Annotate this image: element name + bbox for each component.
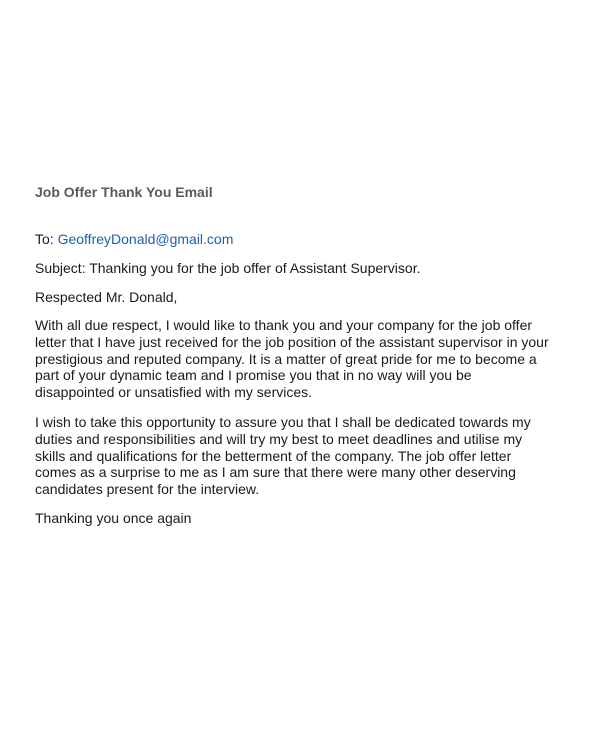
paragraph-line: duties and responsibilities and will try my best to meet deadlines and utilise my — [35, 430, 523, 447]
paragraph-line: disappointed or unsatisfied with my services. — [35, 384, 313, 401]
paragraph-line: With all due respect, I would like to thank you and your company for the job offer — [35, 317, 533, 333]
paragraph-line: comes as a surprise to me as I am sure that there were many other deserving — [35, 464, 516, 481]
paragraph-line: letter that I have just received for the job position of the assistant supervisor in your — [35, 333, 549, 350]
paragraph-line: prestigious and reputed company. It is a matter of great pride for me to become a — [35, 350, 537, 367]
paragraph-line: part of your dynamic team and I promise you that in no way will you be — [35, 367, 472, 384]
paragraph-line: candidates present for the interview. — [35, 481, 260, 498]
to-label: To: — [35, 231, 54, 247]
recipient-email-link[interactable]: GeoffreyDonald@gmail.com — [57, 231, 234, 247]
body-paragraph-2 — [35, 414, 531, 498]
subject-line: Subject: Thanking you for the job offer of Assistant Supervisor. — [35, 260, 421, 276]
paragraph-line: I wish to take this opportunity to assure you that I shall be dedicated towards my — [35, 414, 531, 430]
document-title: Job Offer Thank You Email — [35, 184, 213, 200]
paragraph-line: skills and qualifications for the betterment of the company. The job offer letter — [35, 447, 512, 464]
greeting: Respected Mr. Donald, — [35, 289, 178, 305]
closing-line: Thanking you once again — [35, 510, 192, 526]
body-paragraph-1 — [35, 317, 549, 401]
to-line — [35, 231, 233, 248]
